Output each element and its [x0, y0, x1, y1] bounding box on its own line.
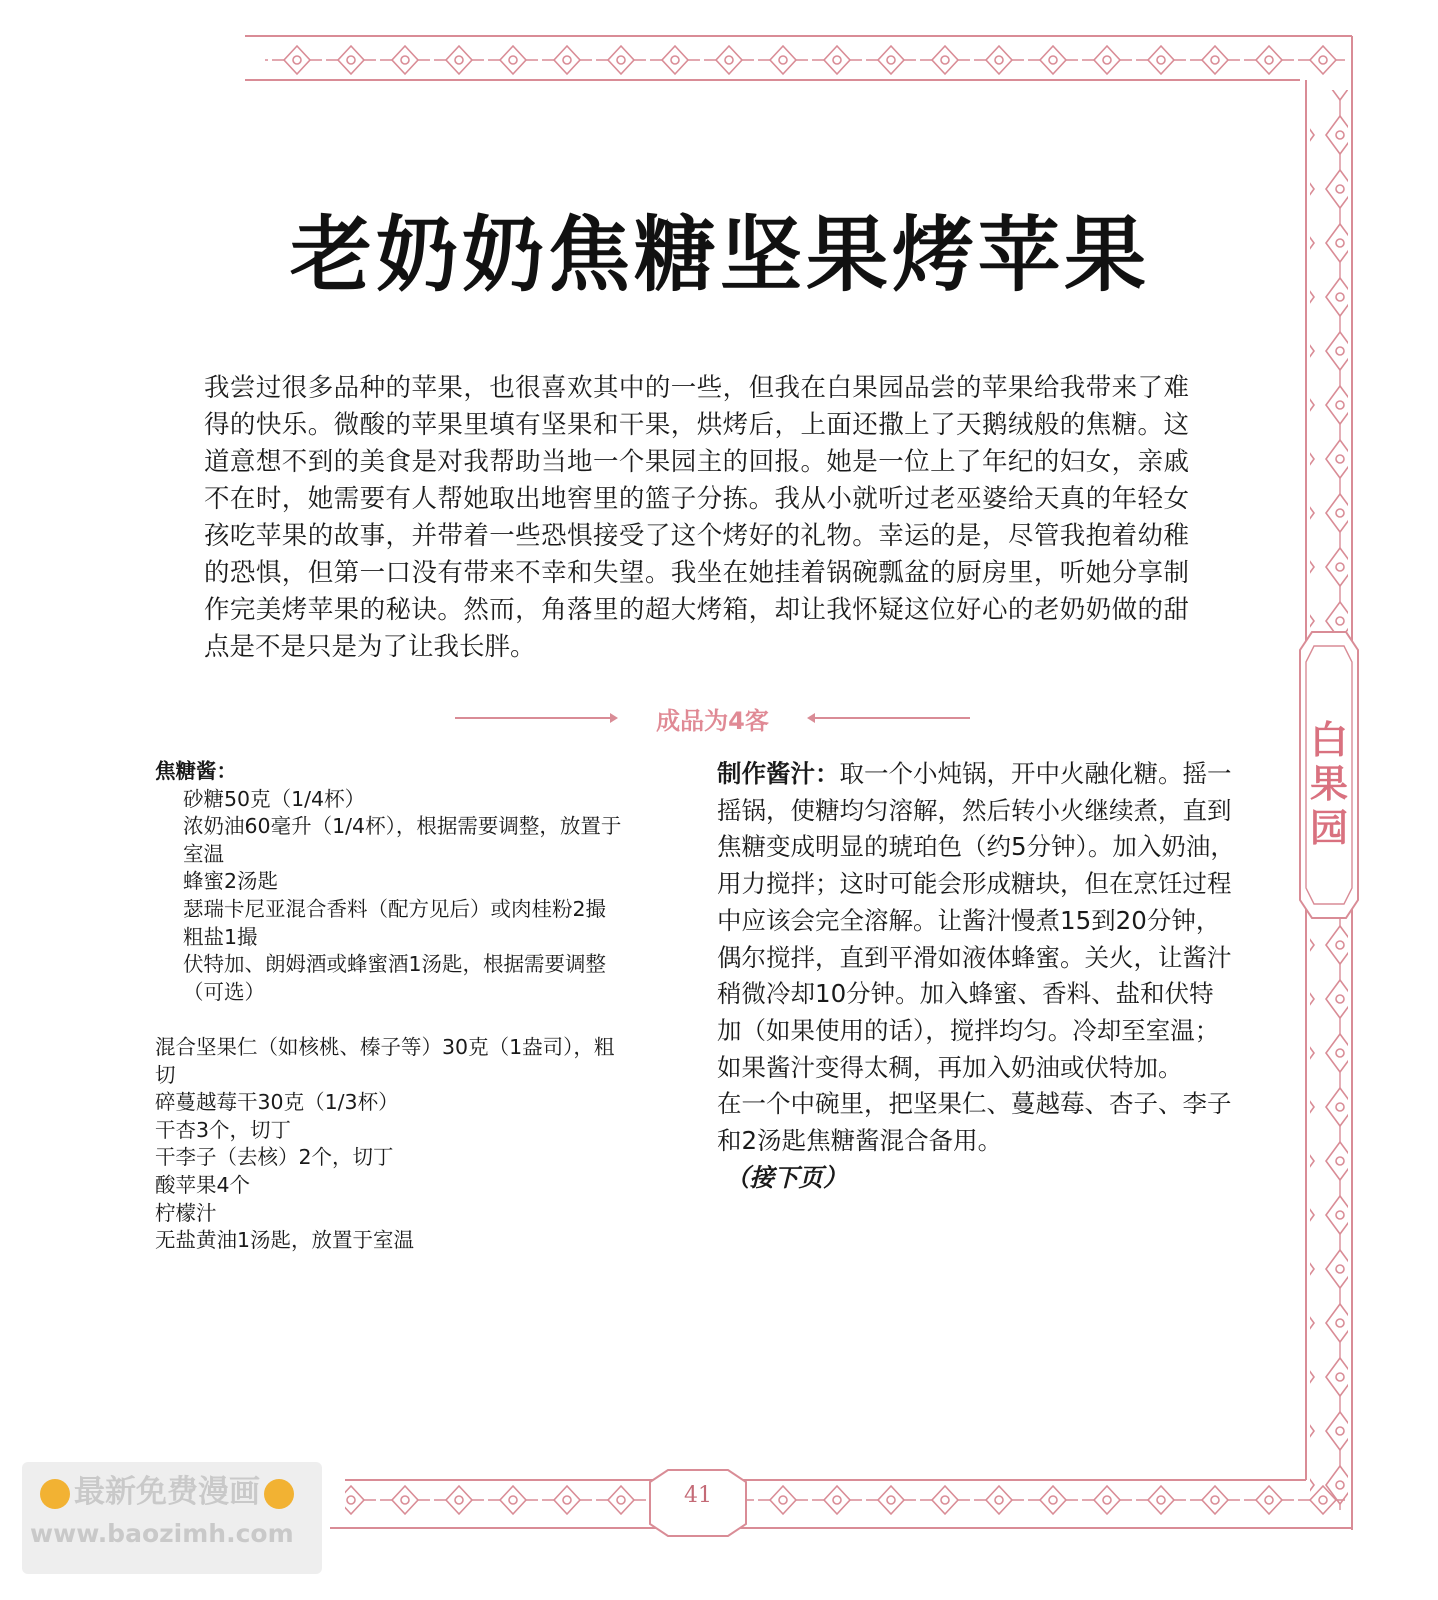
ingredient-item: 无盐黄油1汤匙，放置于室温 — [155, 1228, 415, 1253]
ingredient-item: 伏特加、朗姆酒或蜂蜜酒1汤匙，根据需要调整（可选） — [183, 952, 607, 1004]
method-step-1 — [717, 756, 1237, 1086]
method-step-2: 在一个中碗里，把坚果仁、蔓越莓、杏子、李子和2汤匙焦糖酱混合备用。 — [717, 1089, 1232, 1156]
watermark-line-1 — [36, 1472, 311, 1512]
method-section — [717, 756, 1237, 1196]
ingredients-list — [155, 758, 625, 1255]
ingredient-item: 混合坚果仁（如核桃、榛子等）30克（1盎司），粗切 — [155, 1034, 615, 1087]
side-tab-label: 白果园 — [1309, 718, 1348, 850]
divider-line-right — [809, 717, 970, 719]
recipe-title: 老奶奶焦糖坚果烤苹果 — [289, 208, 1150, 303]
watermark-text: 最新免费漫画 — [74, 1474, 260, 1510]
spacer — [155, 1006, 625, 1034]
intro-paragraph: 我尝过很多品种的苹果，也很喜欢其中的一些，但我在白果园品尝的苹果给我带来了难得的快乐。微酸的苹果里填有坚果和干果，烘烤后，上面还撒上了天鹅绒般的焦糖。这道意想不到的美食是对我帮助当地一个果园主的回报。她是一位上了年纪的妇女，亲戚不在时，她需要有人帮她取出地窖里的篮子分拣。我从小就听过老巫婆给天真的年轻女孩吃苹果的故事，并带着一些恐惧接受了这个烤好的礼物。幸运的是，尽管我抱着幼稚的恐惧，但第一口没有带来不幸和失望。我坐在她挂着锅碗瓢盆的厨房里，听她分享制作完美烤苹果的秘诀。然而，角落里的超大烤箱，却让我怀疑这位好心的老奶奶做的甜点是不是只是为了让我长胖。 — [204, 373, 1189, 662]
ingredient-item: 浓奶油60毫升（1/4杯），根据需要调整，放置于室温 — [183, 814, 622, 866]
pointing-hand-icon — [40, 1479, 70, 1509]
ingredient-item: 酸苹果4个 — [155, 1172, 251, 1197]
watermark-url: www.baozimh.com — [30, 1519, 294, 1548]
ingredient-item: 碎蔓越莓干30克（1/3杯） — [155, 1090, 399, 1115]
ingredient-item: 砂糖50克（1/4杯） — [183, 786, 366, 811]
ingredient-item: 干杏3个，切丁 — [155, 1117, 292, 1142]
ingredient-item: 干李子（去核）2个，切丁 — [155, 1145, 394, 1170]
ingredient-item: 瑟瑞卡尼亚混合香料（配方见后）或肉桂粉2撮 — [183, 896, 607, 921]
divider-line-left — [455, 717, 616, 719]
method-step-1-text: 取一个小炖锅，开中火融化糖。摇一摇锅，使糖均匀溶解，然后转小火继续煮，直到焦糖变成明显的琥珀色（约5分钟）。加入奶油，用力搅拌；这时可能会形成糖块，但在烹饪过程中应该会完全溶解。让酱汁慢煮15到20分钟，偶尔搅拌，直到平滑如液体蜂蜜。关火，让酱汁稍微冷却10分钟。加入蜂蜜、香料、盐和伏特加（如果使用的话），搅拌均匀。冷却至室温；如果酱汁变得太稠，再加入奶油或伏特加。 — [717, 759, 1235, 1082]
caramel-heading: 焦糖酱： — [155, 759, 237, 783]
servings-label: 成品为4客 — [656, 706, 769, 735]
page-number: 41 — [684, 1483, 712, 1508]
continued-note: （接下页） — [725, 1162, 848, 1192]
ingredient-item: 粗盐1撮 — [183, 924, 258, 949]
pointing-hand-icon — [264, 1479, 294, 1509]
method-lead: 制作酱汁： — [717, 759, 840, 788]
ingredient-item: 蜂蜜2汤匙 — [183, 869, 279, 894]
servings-divider — [455, 698, 970, 738]
ingredient-item: 柠檬汁 — [155, 1200, 217, 1225]
